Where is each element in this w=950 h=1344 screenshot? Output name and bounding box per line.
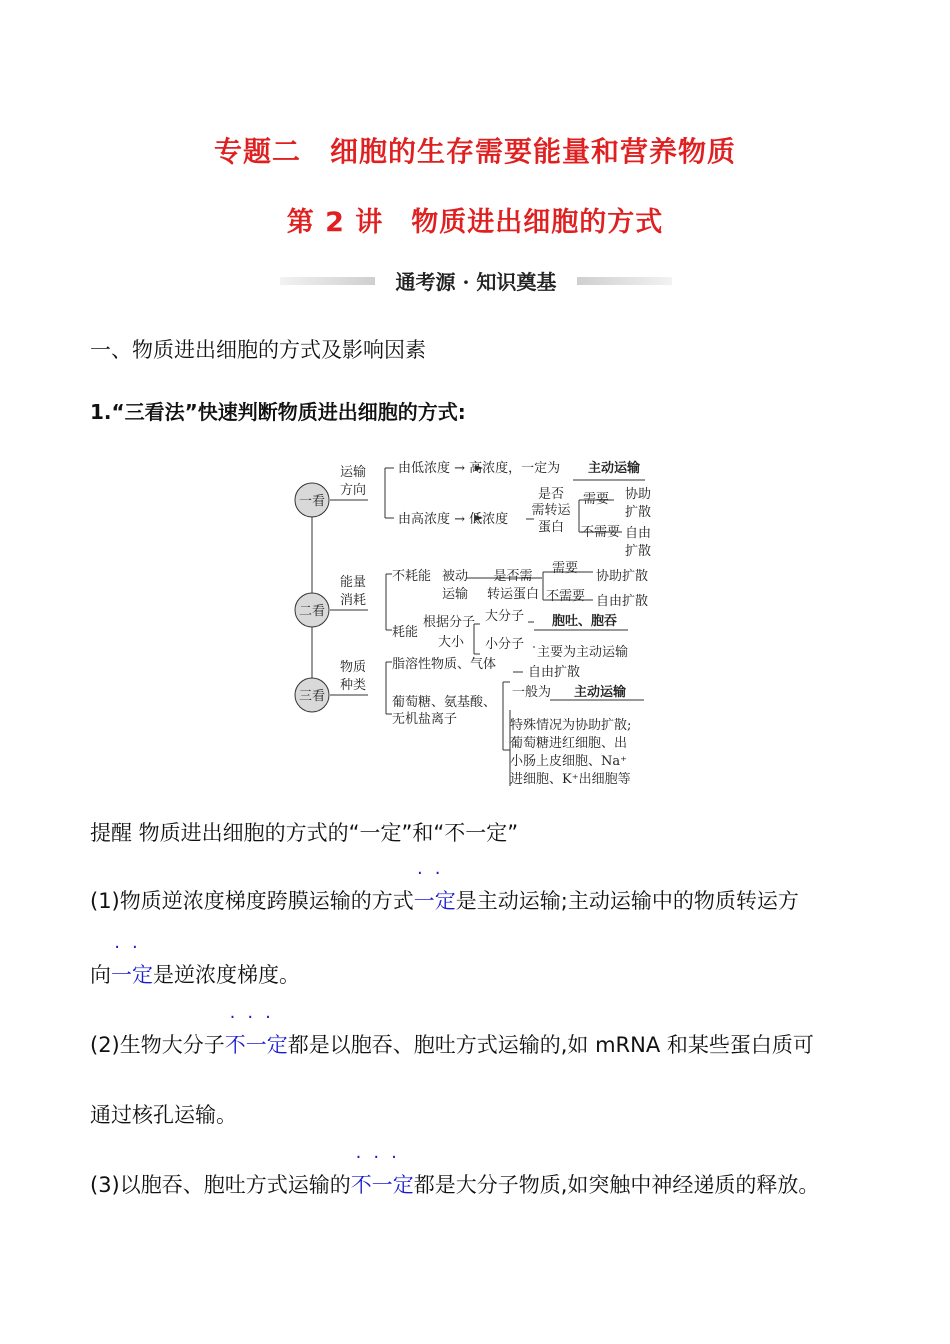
p2-emphasis-text: 不一定 — [224, 1033, 288, 1057]
sugar-a: 葡萄糖、氨基酸、 — [392, 695, 497, 710]
p3-emphasis-text: 不一定 — [350, 1173, 414, 1197]
emphasis-dots: ·· — [114, 937, 150, 958]
dir-label-a: 运输 — [340, 465, 367, 480]
macro-way: 胞吐、胞吞 — [552, 614, 618, 629]
p1-emphasis — [413, 863, 456, 913]
special-1: 特殊情况为协助扩散; — [510, 718, 632, 733]
carrier-q-a: 是否需 — [493, 569, 533, 584]
free-a: 自由 — [625, 526, 652, 541]
free3-label: 自由扩散 — [528, 665, 581, 680]
facil-a: 协助 — [625, 487, 652, 502]
p3-text-c: 都是大分子物质,如突触中神经递质的释放。 — [413, 1173, 820, 1197]
paragraph-3 — [90, 1147, 820, 1200]
look2-label: 二看 — [298, 604, 326, 619]
special-3: 小肠上皮细胞、Na⁺ — [510, 754, 627, 769]
small-way: 主要为主动运输 — [537, 645, 629, 660]
special-2: 葡萄糖进红细胞、出 — [510, 736, 628, 751]
paragraph-1b — [90, 937, 300, 990]
section-heading: 一、物质进出细胞的方式及影响因素 — [90, 338, 426, 362]
lipid-text: 脂溶性物质、气体 — [392, 657, 497, 672]
small-label: 小分子 — [485, 637, 525, 652]
p1b-emphasis-text: 一定 — [111, 963, 153, 987]
free2-label: 自由扩散 — [596, 594, 649, 609]
no-need2-label: 不需要 — [546, 589, 586, 604]
dir-label-b: 方向 — [340, 483, 367, 498]
paragraph-1 — [90, 863, 799, 916]
by-size-b: 大小 — [438, 635, 465, 650]
general-label: 一般为 — [512, 685, 552, 700]
active-transport-2: 主动运输 — [574, 685, 627, 700]
no-need-label: 不需要 — [581, 525, 621, 540]
passive-a: 被动 — [442, 569, 469, 584]
p1b-text-a: 向 — [90, 963, 111, 987]
topic-title: 专题二 细胞的生存需要能量和营养物质 — [213, 135, 736, 168]
p1-text-c: 是主动运输;主动运输中的物质转运方 — [455, 889, 799, 913]
need-label: 需要 — [583, 492, 610, 507]
free-b: 扩散 — [625, 544, 652, 559]
paragraph-2b: 通过核孔运输。 — [90, 1103, 237, 1127]
facil2-label: 协助扩散 — [596, 569, 649, 584]
p1-emphasis-text: 一定 — [413, 889, 456, 913]
point-heading: 1.“三看法”快速判断物质进出细胞的方式: — [90, 400, 466, 424]
kind-label-b: 种类 — [340, 678, 367, 693]
p2-text-a: (2)生物大分子 — [90, 1033, 225, 1057]
carrier-q-b: 转运蛋白 — [486, 587, 540, 602]
look1-label: 一看 — [298, 494, 326, 509]
paragraph-2 — [90, 1007, 814, 1060]
energy-label-b: 消耗 — [340, 593, 367, 608]
passive-b: 运输 — [442, 587, 469, 602]
look3-label: 三看 — [298, 689, 326, 704]
need2-label: 需要 — [552, 561, 579, 576]
p1-text-a: (1)物质逆浓度梯度跨膜运输的方式 — [90, 889, 414, 913]
sugar-b: 无机盐离子 — [392, 712, 458, 727]
by-size-a: 根据分子 — [423, 615, 476, 630]
p2-text-c: 都是以胞吞、胞吐方式运输的,如 mRNA 和某些蛋白质可 — [287, 1033, 814, 1057]
active-transport-1: 主动运输 — [588, 461, 641, 476]
p3-emphasis — [350, 1147, 414, 1197]
energy-use: 耗能 — [392, 625, 419, 640]
reminder: 提醒 物质进出细胞的方式的“一定”和“不一定” — [90, 821, 519, 845]
lesson-title: 第 2 讲 物质进出细胞的方式 — [286, 207, 664, 238]
no-energy: 不耗能 — [392, 569, 432, 584]
energy-label-a: 能量 — [340, 575, 367, 590]
p1b-text-c: 是逆浓度梯度。 — [153, 963, 300, 987]
p3-text-a: (3)以胞吞、胞吐方式运输的 — [90, 1173, 351, 1197]
emphasis-dots: ··· — [229, 1007, 283, 1028]
emphasis-dots: ··· — [355, 1147, 409, 1168]
section-banner — [280, 266, 672, 296]
facil-b: 扩散 — [625, 505, 652, 520]
low-high-text: 由低浓度 → 高浓度，一定为 — [398, 461, 561, 476]
need-q-3: 蛋白 — [537, 520, 565, 535]
need-q-1: 是否 — [537, 487, 565, 502]
special-4: 进细胞、K⁺出细胞等 — [510, 772, 631, 787]
p2-emphasis — [224, 1007, 288, 1057]
kind-label-a: 物质 — [340, 660, 367, 675]
three-look-diagram — [288, 450, 668, 795]
p1b-emphasis — [111, 937, 153, 987]
high-low-text: 由高浓度 → 低浓度 — [398, 512, 509, 527]
banner-text: 通考源 · 知识奠基 — [395, 270, 557, 294]
macro-label: 大分子 — [485, 609, 525, 624]
emphasis-dots: ·· — [417, 863, 453, 884]
need-q-2: 需转运 — [531, 503, 571, 518]
